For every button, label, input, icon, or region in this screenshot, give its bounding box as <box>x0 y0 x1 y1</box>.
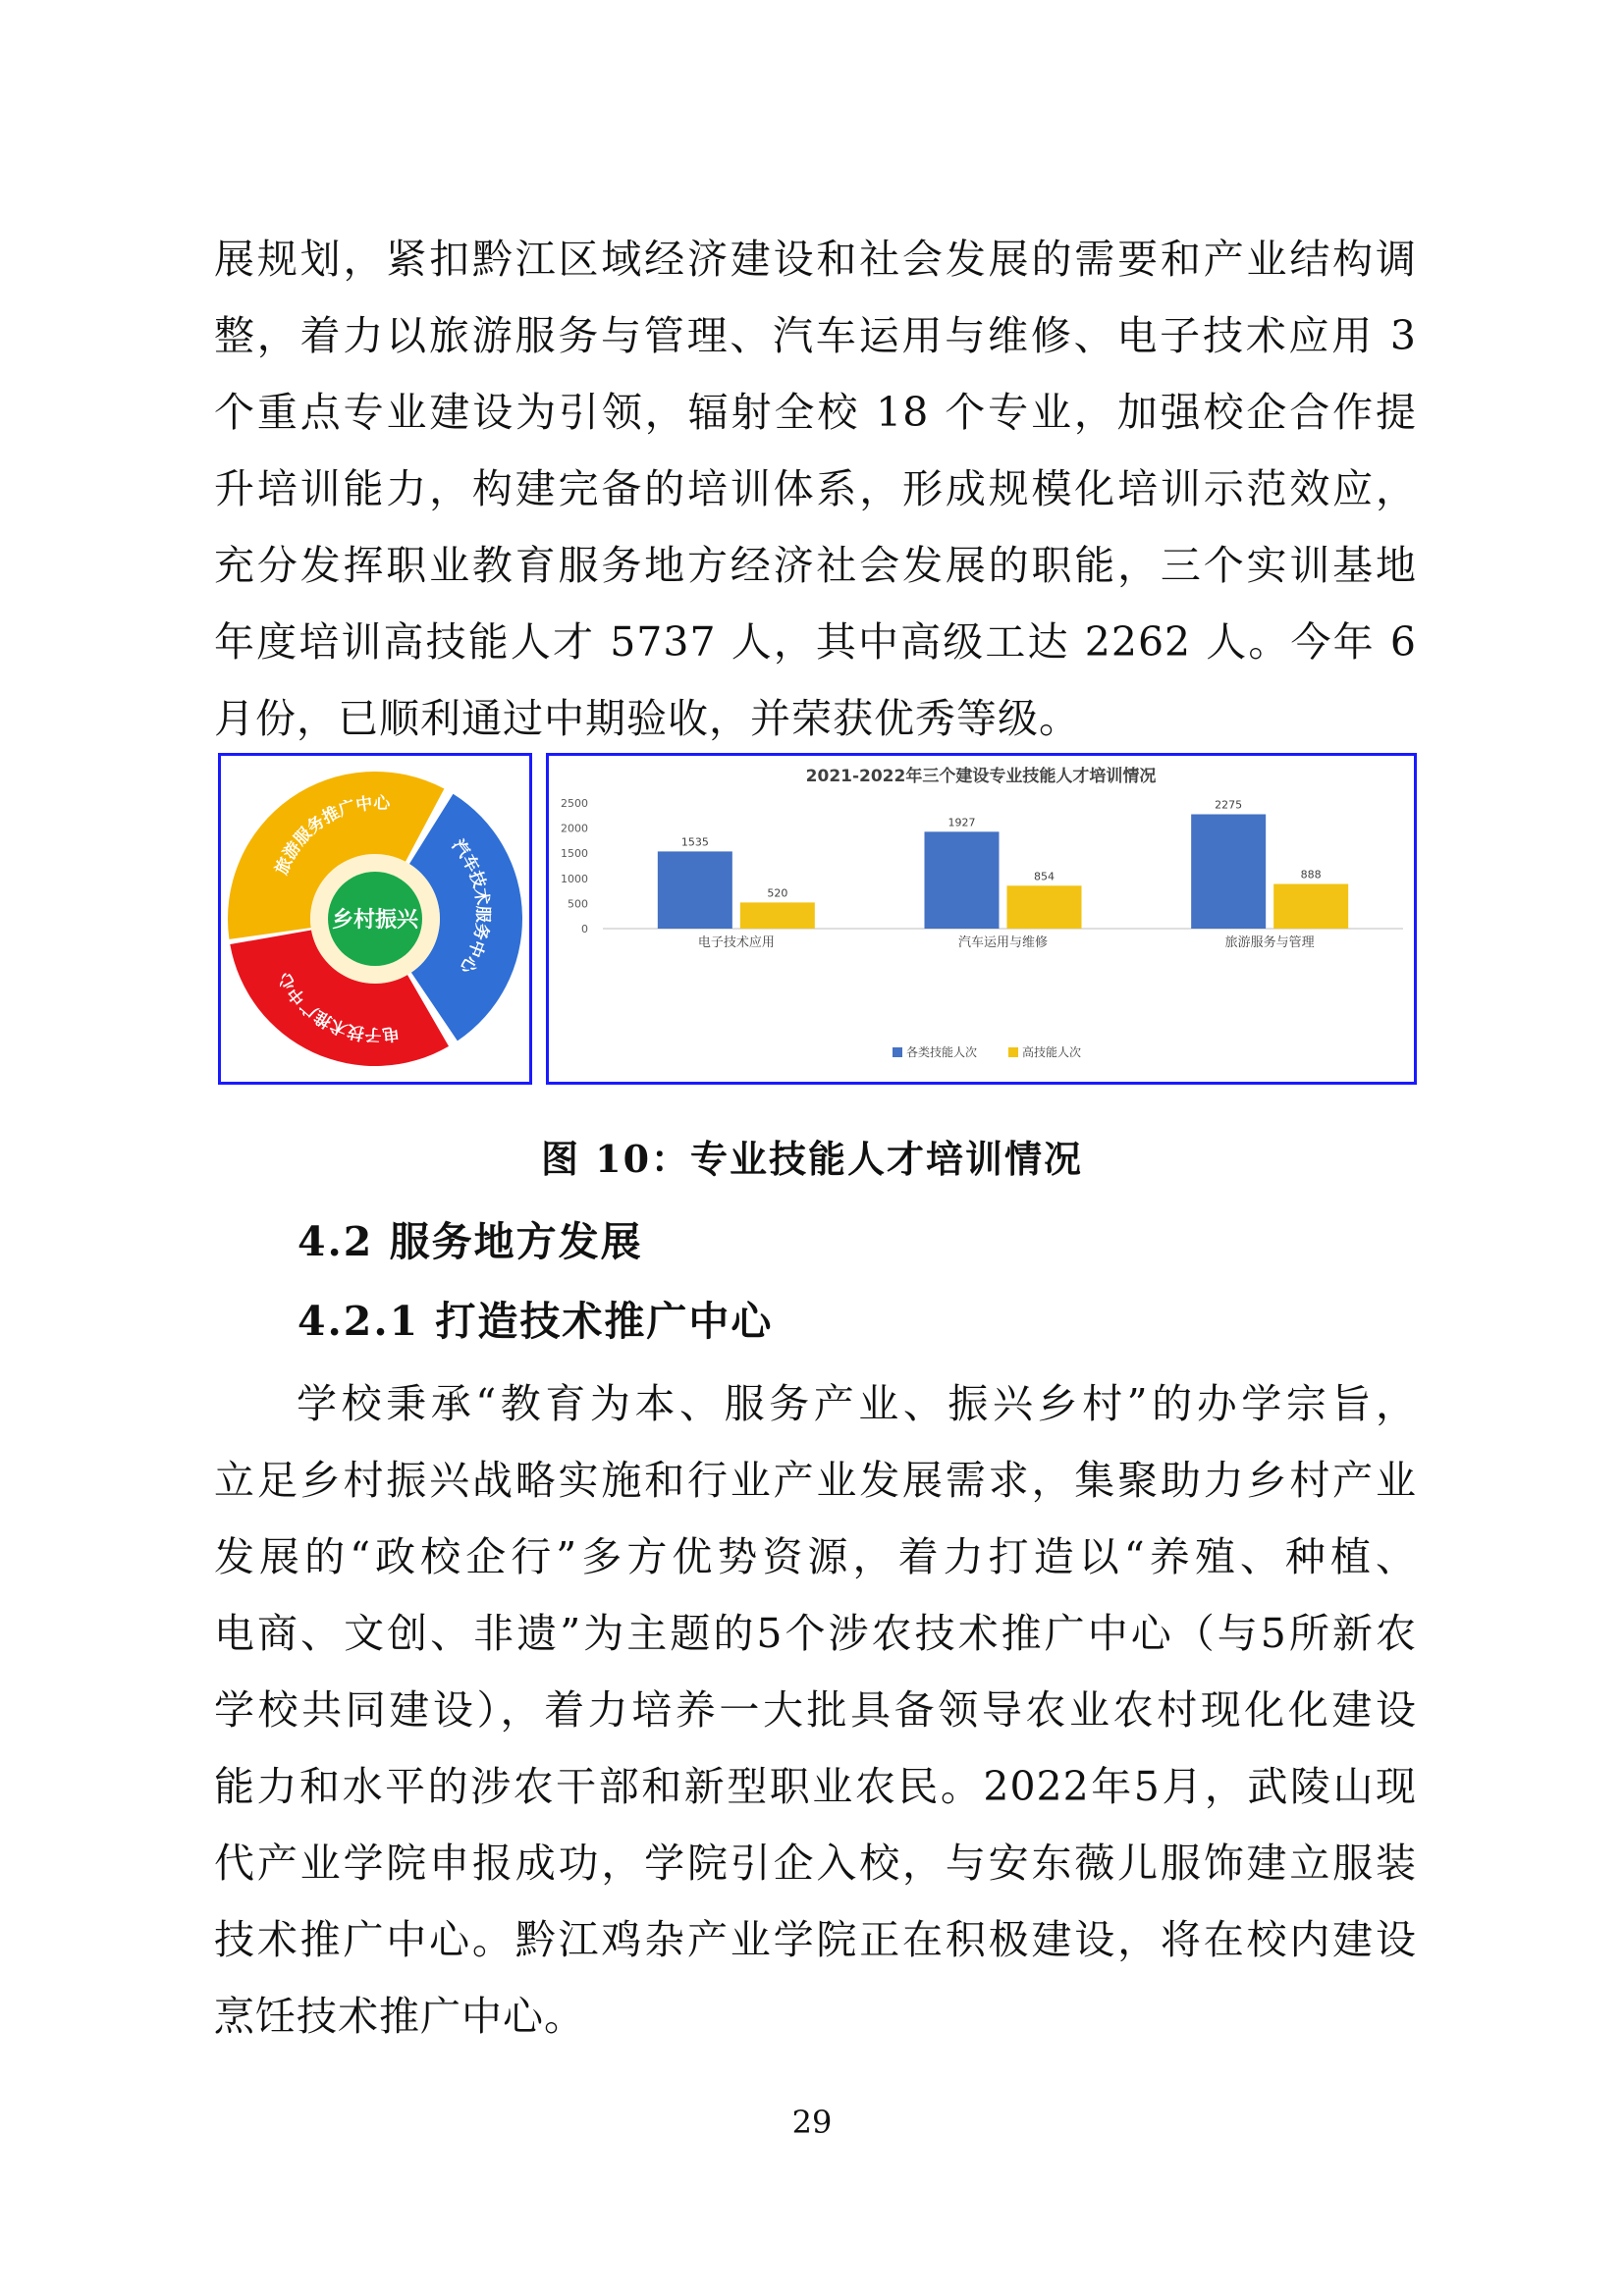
bar-value-label: 888 <box>1300 868 1322 881</box>
bar <box>658 851 732 929</box>
ring-segment-label-right: 汽车技术服务中心 <box>447 835 493 977</box>
training-bar-chart-figure <box>546 753 1417 1085</box>
text-line: 发展的“政校企行”多方优势资源，着力打造以“养殖、种植、 <box>214 1533 1417 1580</box>
bar <box>1007 885 1082 929</box>
legend-label: 各类技能人次 <box>906 1045 978 1059</box>
text-line: 个重点专业建设为引领，辐射全校 18 个专业，加强校企合作提 <box>214 389 1417 436</box>
text-line: 技术推广中心。黔江鸡杂产业学院正在积极建设，将在校内建设 <box>214 1916 1417 1963</box>
text-line: 能力和水平的涉农干部和新型职业农民。2022年5月，武陵山现 <box>214 1763 1417 1810</box>
bar <box>740 902 815 929</box>
bar-value-label: 520 <box>767 886 788 900</box>
text-line: 立足乡村振兴战略实施和行业产业发展需求，集聚助力乡村产业 <box>214 1457 1417 1504</box>
text-line: 升培训能力，构建完备的培训体系，形成规模化培训示范效应， <box>214 465 1417 512</box>
y-tick-label: 1000 <box>561 872 588 885</box>
bar-value-label: 854 <box>1034 870 1055 883</box>
text-line: 整，着力以旅游服务与管理、汽车运用与维修、电子技术应用 3 <box>214 312 1417 359</box>
bar-value-label: 2275 <box>1215 798 1243 812</box>
y-tick-label: 1500 <box>561 847 588 861</box>
rural-revitalization-ring-figure <box>218 753 532 1085</box>
x-tick-label: 汽车运用与维修 <box>957 935 1049 950</box>
text-line: 学校共同建设），着力培养一大批具备领导农业农村现化化建设 <box>214 1686 1417 1734</box>
intro-paragraph <box>214 221 1417 757</box>
bar-chart <box>549 756 1414 1082</box>
text-line: 月份，已顺利通过中期验收，并荣获优秀等级。 <box>214 695 1080 742</box>
y-tick-label: 0 <box>581 923 588 935</box>
legend-swatch <box>1008 1047 1018 1057</box>
legend-label: 高技能人次 <box>1022 1045 1082 1059</box>
y-tick-label: 2000 <box>561 822 588 835</box>
ring-center-label: 乡村振兴 <box>331 908 419 933</box>
text-line: 充分发挥职业教育服务地方经济社会发展的职能，三个实训基地 <box>214 542 1417 589</box>
chart-title: 2021-2022年三个建设专业技能人才培训情况 <box>805 767 1157 786</box>
ring-segment-label-bottom: 电子技术推广中心 <box>274 969 401 1044</box>
text-line: 年度培训高技能人才 5737 人，其中高级工达 2262 人。今年 6 <box>214 618 1417 666</box>
bar-value-label: 1535 <box>680 835 709 849</box>
bar <box>925 831 1000 929</box>
y-tick-label: 500 <box>568 897 588 911</box>
x-tick-label: 旅游服务与管理 <box>1224 935 1315 950</box>
bar-value-label: 1927 <box>947 816 976 829</box>
section-heading: 4.2 服务地方发展 <box>298 1218 643 1265</box>
bar <box>1273 884 1348 929</box>
ring-segment-label-top: 旅游服务推广中心 <box>272 793 391 879</box>
text-line: 代产业学院申报成功，学院引企入校，与安东薇儿服饰建立服装 <box>214 1840 1417 1887</box>
page-number: 29 <box>791 2104 833 2141</box>
text-line: 电商、文创、非遗”为主题的5个涉农技术推广中心（与5所新农 <box>214 1610 1417 1657</box>
ring-diagram <box>221 756 529 1082</box>
y-tick-label: 2500 <box>561 797 588 810</box>
x-tick-label: 电子技术应用 <box>697 935 775 950</box>
figure-caption: 图 10：专业技能人才培训情况 <box>540 1137 1084 1181</box>
body-paragraph <box>214 1365 1417 2055</box>
text-line: 展规划，紧扣黔江区域经济建设和社会发展的需要和产业结构调 <box>214 236 1417 283</box>
text-line: 烹饪技术推广中心。 <box>214 1993 585 2040</box>
subsection-heading: 4.2.1 打造技术推广中心 <box>298 1298 774 1345</box>
bar <box>1191 815 1266 929</box>
legend-swatch <box>893 1047 902 1057</box>
text-line: 学校秉承“教育为本、服务产业、振兴乡村”的办学宗旨， <box>297 1380 1417 1427</box>
